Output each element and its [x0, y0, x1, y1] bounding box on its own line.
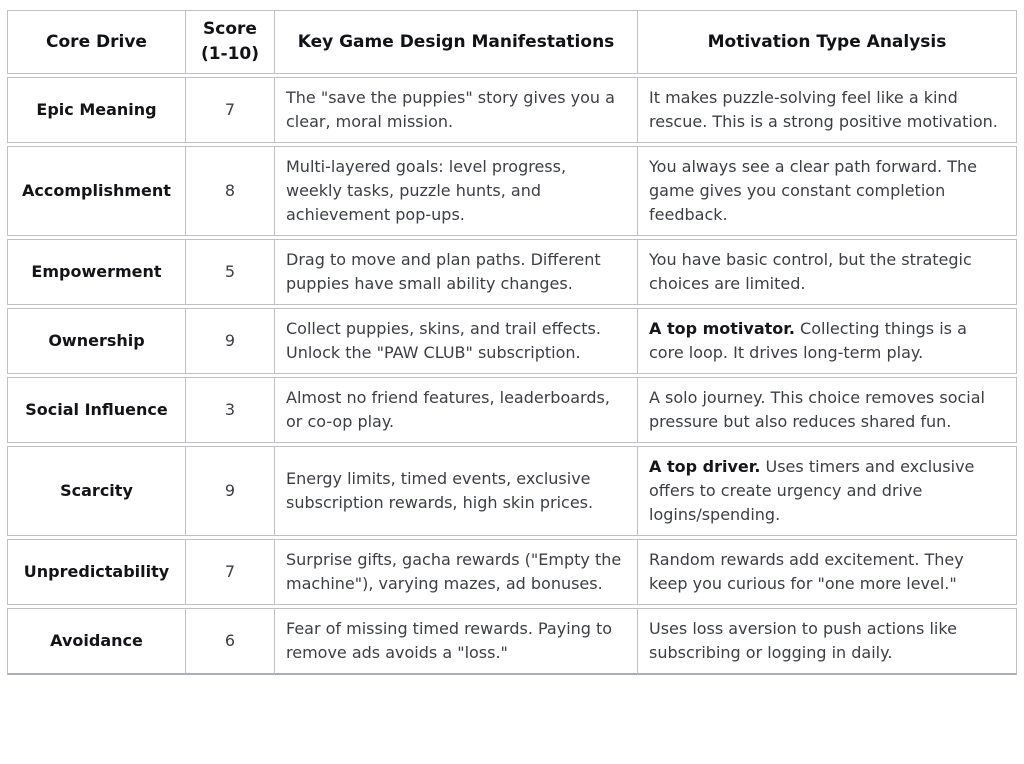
analysis-cell [637, 539, 1017, 605]
table-row [7, 239, 1017, 305]
header-cell-manifestations: Key Game Design Manifestations [274, 10, 637, 74]
table-row [7, 608, 1017, 675]
header-cell-core-drive: Core Drive [7, 10, 185, 74]
analysis-text: Random rewards add excitement. They keep you curious for "one more level." [649, 550, 964, 593]
analysis-cell [637, 239, 1017, 305]
header-cell-analysis: Motivation Type Analysis [637, 10, 1017, 74]
drive-cell: Empowerment [7, 239, 185, 305]
score-cell: 5 [185, 239, 274, 305]
table-row [7, 77, 1017, 143]
drive-cell: Unpredictability [7, 539, 185, 605]
drive-cell: Avoidance [7, 608, 185, 675]
manifestations-cell: Energy limits, timed events, exclusive subscription rewards, high skin prices. [274, 446, 637, 536]
manifestations-cell: Fear of missing timed rewards. Paying to remove ads avoids a "loss." [274, 608, 637, 675]
analysis-cell [637, 146, 1017, 236]
score-cell: 3 [185, 377, 274, 443]
table-row [7, 308, 1017, 374]
drive-cell: Ownership [7, 308, 185, 374]
drive-cell: Social Influence [7, 377, 185, 443]
manifestations-cell: Surprise gifts, gacha rewards ("Empty the machine"), varying mazes, ad bonuses. [274, 539, 637, 605]
analysis-emphasis: A top driver. [649, 457, 761, 476]
score-cell: 9 [185, 308, 274, 374]
table-row [7, 377, 1017, 443]
analysis-text: Uses loss aversion to push actions like subscribing or logging in daily. [649, 619, 957, 662]
manifestations-cell: The "save the puppies" story gives you a clear, moral mission. [274, 77, 637, 143]
score-cell: 7 [185, 77, 274, 143]
analysis-text: Collecting things is a core loop. It drives long-term play. [649, 319, 967, 362]
table-row [7, 539, 1017, 605]
analysis-cell [637, 308, 1017, 374]
analysis-text: Uses timers and exclusive offers to create urgency and drive logins/spending. [649, 457, 975, 524]
manifestations-cell: Drag to move and plan paths. Different puppies have small ability changes. [274, 239, 637, 305]
analysis-cell [637, 377, 1017, 443]
table-row [7, 446, 1017, 536]
analysis-cell [637, 446, 1017, 536]
score-cell: 9 [185, 446, 274, 536]
table-row [7, 146, 1017, 236]
manifestations-cell: Almost no friend features, leaderboards, or co-op play. [274, 377, 637, 443]
analysis-cell [637, 608, 1017, 675]
analysis-emphasis: A top motivator. [649, 319, 795, 338]
manifestations-cell: Collect puppies, skins, and trail effects. Unlock the "PAW CLUB" subscription. [274, 308, 637, 374]
analysis-text: It makes puzzle-solving feel like a kind rescue. This is a strong positive motivation. [649, 88, 998, 131]
manifestations-cell: Multi-layered goals: level progress, weekly tasks, puzzle hunts, and achievement pop-ups. [274, 146, 637, 236]
score-cell: 7 [185, 539, 274, 605]
analysis-text: A solo journey. This choice removes social pressure but also reduces shared fun. [649, 388, 985, 431]
analysis-text: You have basic control, but the strategic choices are limited. [649, 250, 972, 293]
score-cell: 8 [185, 146, 274, 236]
header-cell-score: Score (1-10) [185, 10, 274, 74]
analysis-cell [637, 77, 1017, 143]
drive-cell: Scarcity [7, 446, 185, 536]
table-header-row [7, 10, 1017, 74]
drive-cell: Accomplishment [7, 146, 185, 236]
score-cell: 6 [185, 608, 274, 675]
drive-cell: Epic Meaning [7, 77, 185, 143]
core-drives-table [7, 7, 1017, 678]
analysis-text: You always see a clear path forward. The game gives you constant completion feedback. [649, 157, 977, 224]
